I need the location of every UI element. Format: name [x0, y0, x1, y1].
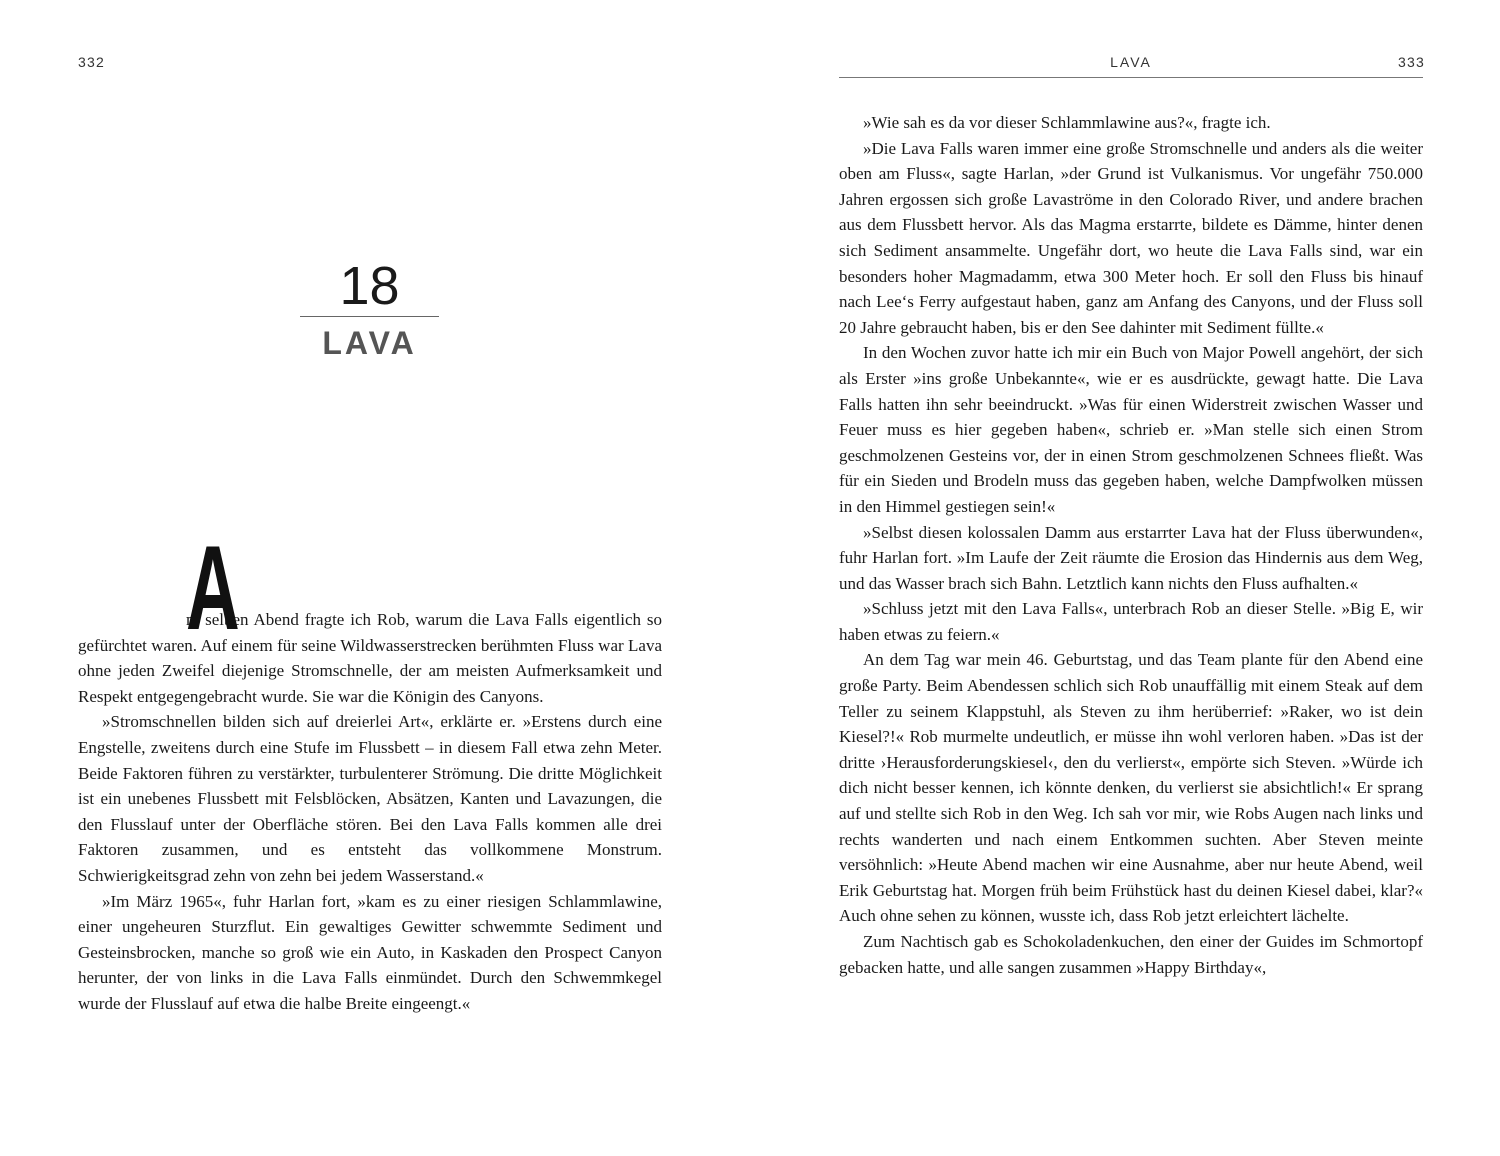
left-body-text	[78, 521, 662, 1017]
paragraph: Zum Nachtisch gab es Schokoladenkuchen, den einer der Guides im Schmortopf gebacken hatte, und alle sangen zusammen »Happy Birthday«,	[839, 932, 1423, 977]
paragraph: »Selbst diesen kolossalen Damm aus erstarrter Lava hat der Fluss überwunden«, fuhr Harlan fort. »Im Laufe der Zeit räumte die Erosion das Hindernis aus dem Weg, und das Wasser brach sich Bahn. Letztlich kann nichts den Fluss aufhalten.«	[839, 522, 1423, 593]
paragraph: »Im März 1965«, fuhr Harlan fort, »kam es zu einer riesigen Schlammlawine, einer ungeheuren Sturzflut. Ein gewaltiges Gewitter schwemmte Sediment und Gesteinsbrocken, manche so groß wie ein Auto, in Kaskaden den Prospect Canyon herunter, der von links in die Lava Falls einmündet. Durch den Schwemmkegel wurde der Flusslauf auf etwa die halbe Breite eingeengt.«	[78, 891, 662, 1013]
paragraph: In den Wochen zuvor hatte ich mir ein Buch von Major Powell angehört, der sich als Erster »ins große Unbekannte«, wie er es ausdrückte, gewagt hatte. Die Lava Falls hatten ihn sehr beeindruckt. »Was für einen Widerstreit zwischen Wasser und Feuer muss es hier gegeben haben«, schrieb er. »Man stelle sich einen Strom geschmolzenen Gesteins vor, der in einen Strom geschmolzenen Schnees fließt. Was für ein Sieden und Brodeln muss das gegeben haben, welche Dampfwolken müssen in den Himmel gestiegen sein!«	[839, 343, 1423, 516]
page-number-right: 333	[1398, 54, 1425, 70]
drop-cap: A	[186, 521, 240, 655]
chapter-title: LAVA	[322, 325, 417, 361]
running-head: LAVA	[1110, 54, 1152, 70]
paragraph: »Wie sah es da vor dieser Schlammlawine aus?«, fragte ich.	[863, 113, 1271, 132]
header-rule	[839, 77, 1423, 78]
paragraph: m selben Abend fragte ich Rob, warum die Lava Falls eigentlich so gefürchtet waren. Auf einem für seine Wildwasserstrecken berühmten Fluss war Lava ohne jeden Zweifel diejenige Stromschnelle, der am meisten Aufmerksamkeit und Respekt entgegengebracht wurde. Sie war die Königin des Canyons.	[78, 610, 662, 706]
right-page	[750, 0, 1500, 1156]
page-number-left: 332	[78, 54, 105, 70]
chapter-heading	[300, 256, 439, 363]
paragraph: »Stromschnellen bilden sich auf dreierlei Art«, erklärte er. »Erstens durch eine Engstelle, zweitens durch eine Stufe im Flussbett – in diesem Fall etwa zehn Meter. Beide Faktoren führen zu verstärkter, turbulenterer Strömung. Die dritte Möglichkeit ist ein unebenes Flussbett mit Felsblöcken, Absätzen, Kanten und Lavazungen, die den Flusslauf unter der Oberfläche stören. Bei den Lava Falls kommen alle drei Faktoren zusammen, und es entsteht das vollkommene Monstrum. Schwierigkeitsgrad zehn von zehn bei jedem Wasserstand.«	[78, 712, 662, 885]
paragraph: »Schluss jetzt mit den Lava Falls«, unterbrach Rob an dieser Stelle. »Big E, wir haben etwas zu feiern.«	[839, 599, 1423, 644]
paragraph: »Die Lava Falls waren immer eine große Stromschnelle und anders als die weiter oben am Fluss«, sagte Harlan, »der Grund ist Vulkanismus. Vor ungefähr 750.000 Jahren ergossen sich große Lavaströme in den Colorado River, und andere brachen aus dem Flussbett hervor. Als das Magma erstarrte, bildete es Dämme, hinter denen sich Sediment ansammelte. Ungefähr dort, wo heute die Lava Falls sind, war ein besonders hoher Magmadamm, etwa 300 Meter hoch. Er soll den Fluss bis hinauf nach Lee‘s Ferry aufgestaut haben, ganz am Anfang des Canyons, und der Fluss soll 20 Jahre gebraucht haben, bis er den See dahinter mit Sediment füllte.«	[839, 138, 1423, 337]
paragraph: An dem Tag war mein 46. Geburtstag, und das Team plante für den Abend eine große Party. Beim Abendessen schlich sich Rob unauffällig mit einem Steak auf dem Teller zu seinem Klappstuhl, als Steven zu ihm herüberrief: »Raker, wo ist dein Kiesel?!« Rob murmelte undeutlich, er müsse ihn wohl verloren haben. »Das ist der dritte ›Herausforderungskiesel‹, den du verlierst«, empörte sich Steven. »Würde ich dich nicht besser kennen, ich könnte denken, du verlierst sie absichtlich!« Er sprang auf und stellte sich Rob in den Weg. Ich sah vor mir, wie Robs Augen nach links und rechts wanderten und nach einem Entkommen suchten. Aber Steven meinte versöhnlich: »Heute Abend machen wir eine Ausnahme, aber nur heute Abend, weil Erik Geburtstag hat. Morgen früh beim Frühstück hast du deinen Kiesel dabei, klar?« Auch ohne sehen zu können, wusste ich, dass Rob jetzt erleichtert lächelte.	[839, 650, 1423, 926]
chapter-divider	[300, 316, 439, 317]
right-body-text	[839, 110, 1423, 980]
chapter-number: 18	[339, 256, 400, 316]
